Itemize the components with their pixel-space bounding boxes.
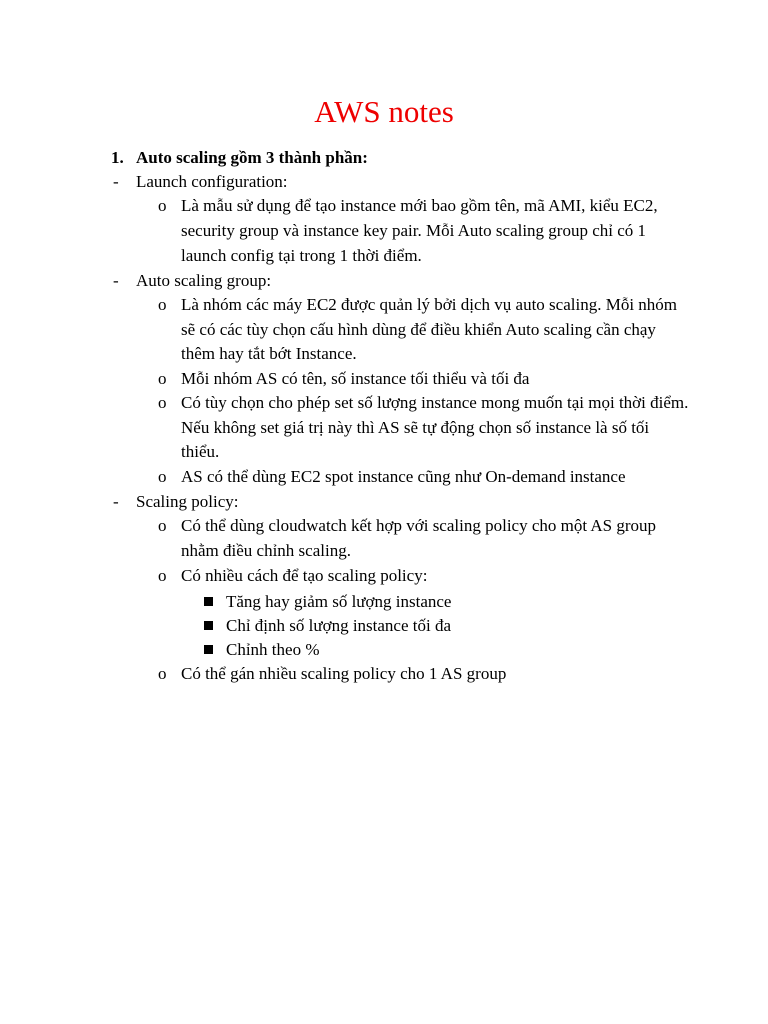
circle-bullet: o [158, 664, 167, 683]
heading-number: 1. [111, 148, 124, 167]
list-item-line: launch config tại trong 1 thời điểm. [181, 246, 422, 265]
list-item-line: Là mẫu sử dụng để tạo instance mới bao gồm tên, mã AMI, kiểu EC2, [181, 196, 658, 215]
dash-marker: - [113, 271, 119, 290]
list-item-line: sẽ có các tùy chọn cấu hình dùng để điều khiển Auto scaling cần chạy [181, 320, 656, 339]
square-bullet-icon [204, 597, 213, 606]
circle-bullet: o [158, 566, 167, 585]
sub-list-item: Chỉnh theo % [226, 640, 320, 659]
list-item-line: Có thể gán nhiều scaling policy cho 1 AS group [181, 664, 507, 683]
list-item-line: Có nhiều cách để tạo scaling policy: [181, 566, 428, 585]
dash-marker: - [113, 492, 119, 511]
sub-list-item: Tăng hay giảm số lượng instance [226, 592, 452, 611]
dash-marker: - [113, 172, 119, 191]
list-item-line: Là nhóm các máy EC2 được quản lý bởi dịch vụ auto scaling. Mỗi nhóm [181, 295, 678, 314]
list-item-line: AS có thể dùng EC2 spot instance cũng như On-demand instance [181, 467, 626, 486]
square-bullet-icon [204, 645, 213, 654]
list-item-line: Có thể dùng cloudwatch kết hợp với scaling policy cho một AS group [181, 516, 657, 535]
heading-text: Auto scaling gồm 3 thành phần: [136, 148, 368, 167]
sub-list-item: Chỉ định số lượng instance tối đa [226, 616, 452, 635]
section-label-scaling-policy: Scaling policy: [136, 492, 239, 511]
square-bullet-icon [204, 621, 213, 630]
list-item-line: Nếu không set giá trị này thì AS sẽ tự động chọn số instance là số tối [181, 418, 650, 437]
list-item-line: Mỗi nhóm AS có tên, số instance tối thiểu và tối đa [181, 369, 530, 388]
list-item-line: thiểu. [181, 442, 220, 461]
circle-bullet: o [158, 393, 167, 412]
circle-bullet: o [158, 369, 167, 388]
document-title: AWS notes [314, 94, 454, 129]
list-item-line: nhằm điều chỉnh scaling. [181, 541, 351, 560]
section-label-launch-configuration: Launch configuration: [136, 172, 288, 191]
section-label-auto-scaling-group: Auto scaling group: [136, 271, 272, 290]
list-item-line: Có tùy chọn cho phép set số lượng instance mong muốn tại mọi thời điểm. [181, 393, 689, 412]
circle-bullet: o [158, 467, 167, 486]
list-item-line: security group và instance key pair. Mỗi Auto scaling group chỉ có 1 [181, 221, 647, 240]
circle-bullet: o [158, 516, 167, 535]
list-item-line: thêm hay tắt bớt Instance. [181, 344, 357, 363]
circle-bullet: o [158, 196, 167, 215]
circle-bullet: o [158, 295, 167, 314]
